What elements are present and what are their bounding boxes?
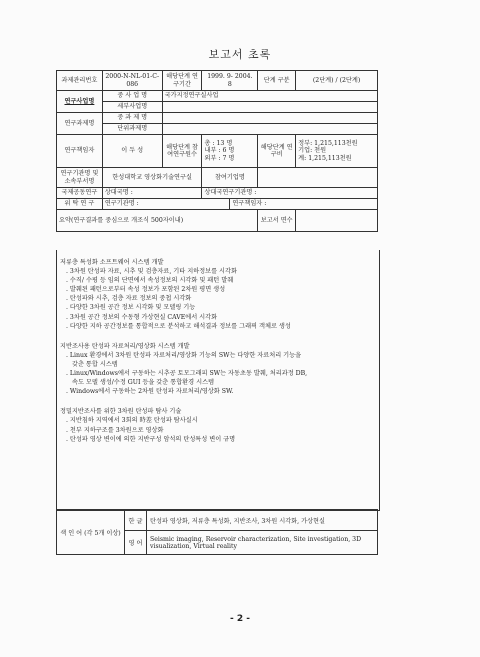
staff-count-values [202, 135, 258, 168]
org-label: 연구기관명 및 소속부서명 [57, 168, 103, 188]
period-label: 해당단계 연구기간 [162, 71, 202, 91]
intl-country-label: 상대국명 : [102, 188, 202, 199]
page-title: 보고서 초록 [208, 48, 272, 61]
outside-label: 외부 : [204, 154, 221, 162]
gov-value: 1,215,113천원 [314, 140, 358, 148]
summary-line: . 다양한 3차원 공간 정보 시각화 및 모델링 기능 [66, 304, 196, 312]
partner-label: 참여기업명 [202, 168, 258, 188]
summary-spacer [60, 396, 370, 407]
keywords-ko-value: 탄성파 영상화, 저류층 특성화, 지반조사, 3차원 시각화, 가상현실 [147, 510, 378, 531]
summary-heading: 지반조사용 탄성파 자료처리/영상화 시스템 개발 [60, 342, 190, 350]
corp-value: 천원 [314, 147, 327, 155]
gov-label: 정부: [298, 140, 313, 148]
sum-value: 1,215,113천원 [308, 154, 352, 162]
intl-inst-label: 상대국연구기관명 : [202, 188, 378, 199]
summary-line: . 천부 지하구조를 3차원으로 영상화 [66, 426, 164, 434]
keywords-label: 색 인 어 (각 5개 이상) [57, 510, 125, 555]
task-unit-label: 단위과제명 [102, 124, 162, 135]
total-value: 13 [216, 140, 225, 148]
summary-line: . 다양한 지하 공간정보를 통합적으로 분석하고 해석결과 정보를 그래픽 객체로 생성 [66, 322, 291, 330]
corp-label: 기업: [298, 147, 313, 155]
keywords-en-label: 영 어 [125, 531, 147, 555]
summary-heading: 저류층 특성화 소프트웨어 시스템 개발 [60, 259, 164, 266]
mgmt-no-value: 2000-N-NL-01-C-086 [102, 71, 162, 91]
summary-line: . Linux/Windows에서 구동하는 시추공 토모그래피 SW는 자동초동 발췌, 처리과정 DB, [66, 370, 308, 378]
project-label: 연구사업명 [57, 91, 103, 113]
outside-unit: 명 [228, 154, 235, 162]
project-mid-label: 중 사 업 명 [102, 91, 162, 102]
mgmt-no-label: 과제관리번호 [57, 71, 103, 91]
summary-line: . 지반침하 지역에서 3회의 時差 탄성파 탐사실시 [66, 417, 198, 425]
org-value: 한성대학교 영상화기술연구실 [102, 168, 202, 188]
summary-line: 갖춘 통합 시스템 [72, 360, 118, 368]
keywords-table [56, 509, 378, 555]
summary-line: . 3차원 공간 정보의 수동형 가상현실 CAVE에서 시각화 [66, 313, 218, 321]
inside-value: 6 [222, 147, 227, 155]
page-number: - 2 - [230, 614, 250, 624]
summary-text [60, 258, 370, 444]
sum-label: 계: [298, 154, 307, 162]
task-mid-label: 중 과 제 명 [102, 113, 162, 124]
keywords-ko-label: 한 글 [125, 510, 147, 531]
outside-value: 7 [222, 154, 227, 162]
fund-label: 해당단계 연구비 [258, 135, 296, 168]
task-mid-value [162, 113, 377, 124]
summary-line: . 탄성파와 시추, 검층 자료 정보의 중첩 시각화 [66, 295, 192, 303]
summary-line: . 발췌된 패턴으로부터 속성 정보가 포함된 2차원 평면 생성 [66, 286, 226, 294]
leader-label: 연구책임자 [57, 135, 103, 168]
summary-line: . 3차원 탄성파 자료, 시추 및 검층자료, 기타 지하정보를 시각화 [66, 268, 237, 276]
report-form-table [56, 70, 378, 232]
summary-label: 요약(연구결과를 중심으로 개조식 500자이내) [57, 210, 258, 232]
staff-count-label: 해당단계 참여연구원수 [162, 135, 202, 168]
summary-line: . Windows에서 구동하는 2차원 탄성파 자료처리/영상화 SW. [66, 388, 234, 396]
partner-value [258, 168, 378, 188]
summary-line: . 탄성파 영상 변이에 의한 지반구성 암석의 탄성특성 변이 규명 [66, 435, 236, 443]
total-label: 총 : [204, 140, 215, 148]
task-unit-value [162, 124, 377, 135]
contract-label: 위 탁 연 구 [57, 199, 103, 210]
inside-label: 내부 : [204, 147, 221, 155]
project-mid-value: 국가지정연구실사업 [162, 91, 377, 102]
project-detail-value [162, 102, 377, 113]
leader-value: 이 두 성 [102, 135, 162, 168]
report-pages-label: 보고서 면수 [258, 210, 296, 232]
summary-line: . Linux 환경에서 3차원 탄성파 자료처리/영상화 기능의 SW는 다양한 자료처리 기능을 [66, 351, 302, 359]
intl-label: 국제공동연구 [57, 188, 103, 199]
contract-inst-label: 연구기관명 : [102, 199, 230, 210]
keywords-en-value: Seismic imaging, Reservoir characterization, Site investigation, 3D visualization, Virtual reality [147, 531, 378, 555]
stage-value: (2단계) / (2단계) [296, 71, 378, 91]
summary-spacer [60, 331, 370, 342]
task-label: 연구과제명 [57, 113, 103, 135]
summary-heading: 정밀지반조사를 위한 3차원 탄성파 탐사 기술 [60, 408, 182, 416]
stage-label: 단계 구분 [258, 71, 296, 91]
project-detail-label: 세부사업명 [102, 102, 162, 113]
summary-line: . 수직/ 수평 등 임의 단면에서 속성정보의 시각화 및 패턴 발췌 [66, 277, 234, 285]
total-unit: 명 [226, 140, 233, 148]
contract-leader-label: 연구책임자 : [230, 199, 378, 210]
period-value: 1999. 9- 2004. 8 [202, 71, 258, 91]
summary-line: 속도 모델 생성/수정 GUI 등을 갖춘 통합환경 시스템 [72, 379, 215, 387]
report-pages-value [296, 210, 378, 232]
fund-values [296, 135, 378, 168]
inside-unit: 명 [228, 147, 235, 155]
